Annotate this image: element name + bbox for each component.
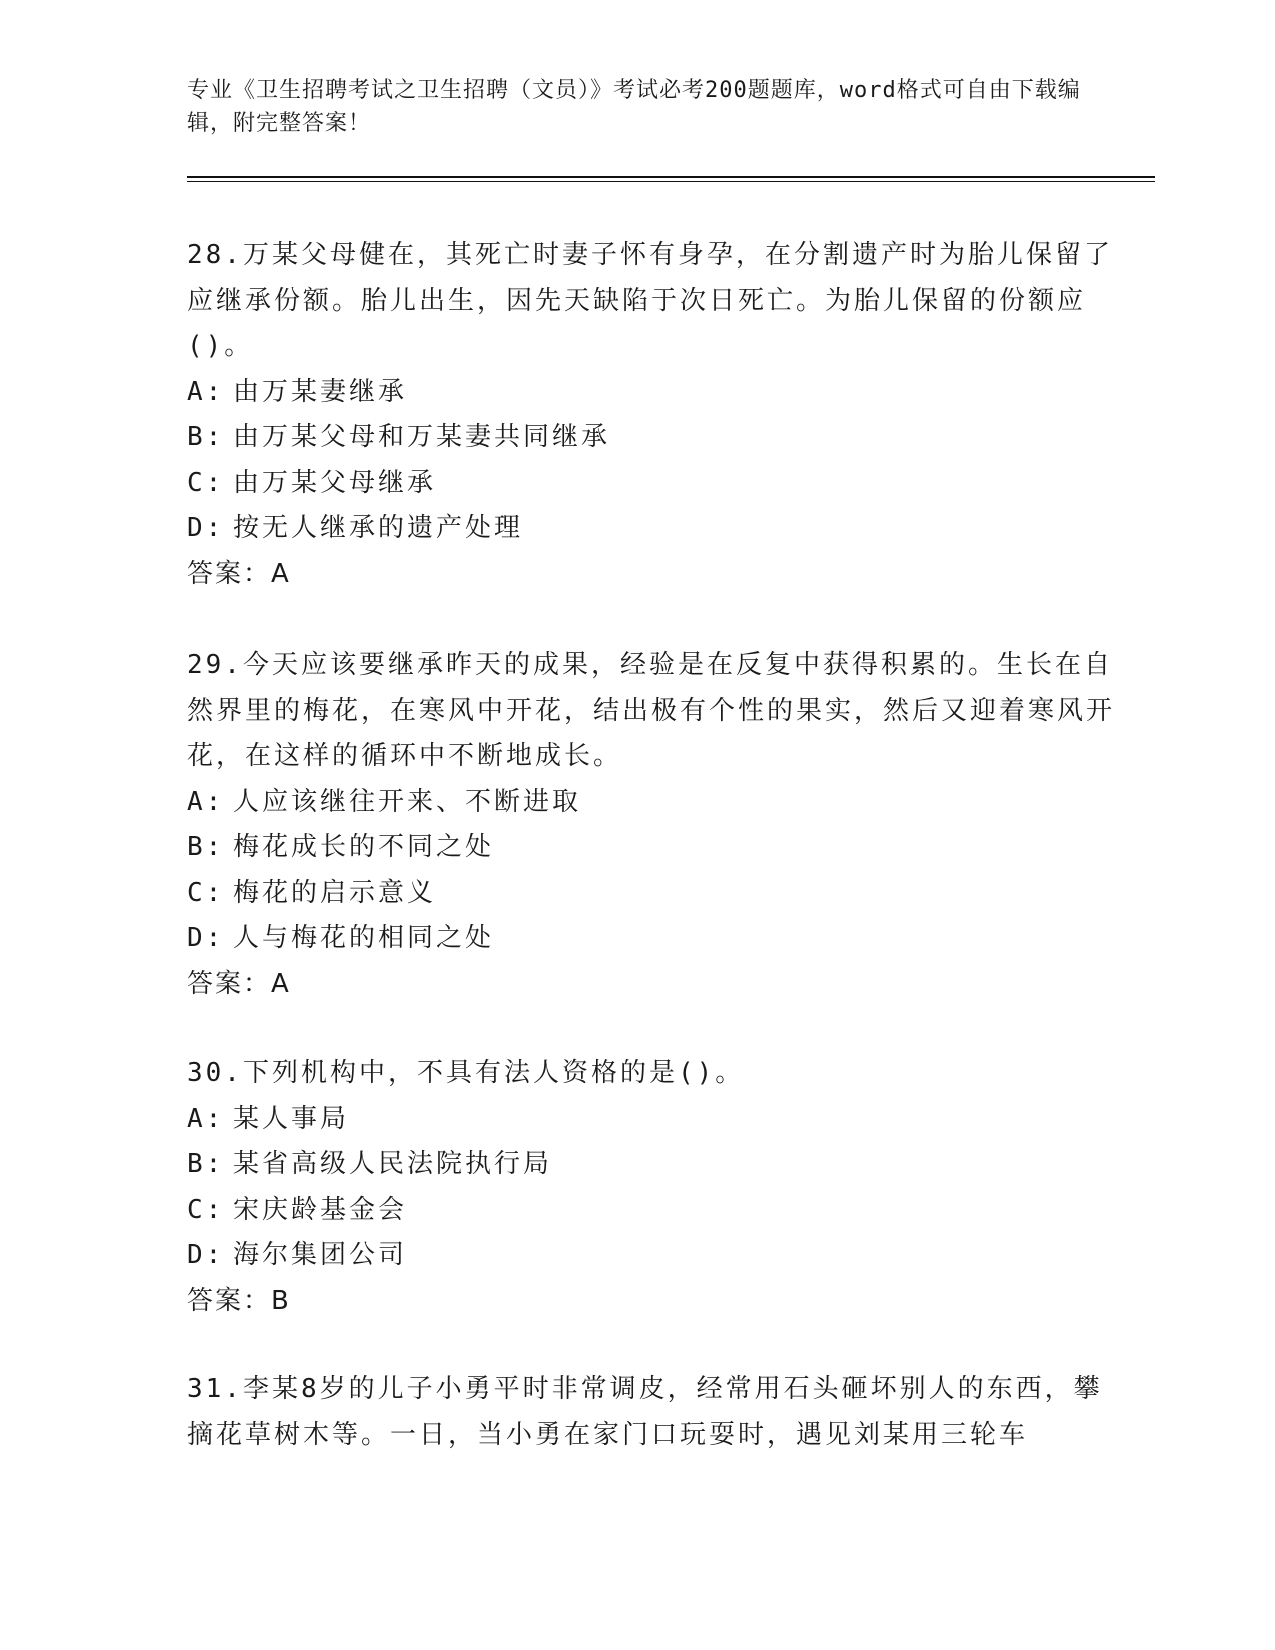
option-text: 人与梅花的相同之处 xyxy=(233,923,495,953)
option-key: D: xyxy=(187,513,225,543)
option-d xyxy=(187,506,1117,552)
option-text: 海尔集团公司 xyxy=(233,1240,408,1270)
question-text: 30.下列机构中，不具有法人资格的是()。 xyxy=(187,1058,745,1088)
option-text: 某人事局 xyxy=(233,1103,350,1134)
question-30 xyxy=(187,1051,1117,1324)
option-text: 由万某父母和万某妻共同继承 xyxy=(233,422,611,452)
answer-label: 答案：A xyxy=(187,968,291,999)
option-text: 宋庆龄基金会 xyxy=(233,1194,408,1225)
option-key: C: xyxy=(187,467,225,498)
option-key: D: xyxy=(187,923,225,953)
option-key: A: xyxy=(187,376,225,407)
header-divider-thin xyxy=(187,181,1155,182)
option-c xyxy=(187,871,1117,917)
header-divider-thick xyxy=(187,176,1155,178)
option-a xyxy=(187,370,1117,416)
option-text: 人应该继往开来、不断进取 xyxy=(233,786,582,817)
option-c xyxy=(187,1188,1117,1234)
option-b xyxy=(187,1142,1117,1188)
question-text: 31.李某8岁的儿子小勇平时非常调皮，经常用石头砸坏别人的东西，攀摘花草树木等。一日，当小勇在家门口玩耍时，遇见刘某用三轮车 xyxy=(187,1374,1103,1450)
answer-label: 答案：A xyxy=(187,558,291,589)
option-text: 由万某父母继承 xyxy=(233,467,437,498)
option-key: D: xyxy=(187,1240,225,1270)
question-29 xyxy=(187,643,1117,1007)
option-c xyxy=(187,461,1117,507)
option-b xyxy=(187,415,1117,461)
question-31 xyxy=(187,1367,1117,1458)
option-key: C: xyxy=(187,877,225,908)
option-text: 梅花的启示意义 xyxy=(233,877,437,908)
document-header xyxy=(187,74,1087,140)
option-a xyxy=(187,780,1117,826)
option-text: 梅花成长的不同之处 xyxy=(233,832,495,862)
option-d xyxy=(187,916,1117,962)
option-text: 由万某妻继承 xyxy=(233,376,408,407)
answer-label: 答案：B xyxy=(187,1285,291,1316)
option-key: C: xyxy=(187,1194,225,1225)
option-key: B: xyxy=(187,422,225,452)
option-key: B: xyxy=(187,1149,225,1179)
question-text: 28.万某父母健在，其死亡时妻子怀有身孕，在分割遗产时为胎儿保留了应继承份额。胎儿出生，因先天缺陷于次日死亡。为胎儿保留的份额应()。 xyxy=(187,240,1113,361)
option-key: A: xyxy=(187,1103,225,1134)
option-text: 某省高级人民法院执行局 xyxy=(233,1149,553,1179)
option-d xyxy=(187,1233,1117,1279)
question-list xyxy=(187,233,1117,1458)
document-title: 专业《卫生招聘考试之卫生招聘（文员）》考试必考200题题库，word格式可自由下载编辑，附完整答案！ xyxy=(187,78,1081,136)
option-a xyxy=(187,1097,1117,1143)
option-text: 按无人继承的遗产处理 xyxy=(233,513,524,543)
question-28 xyxy=(187,233,1117,597)
question-text: 29.今天应该要继承昨天的成果，经验是在反复中获得积累的。生长在自然界里的梅花，在寒风中开花，结出极有个性的果实，然后又迎着寒风开花，在这样的循环中不断地成长。 xyxy=(187,650,1116,771)
option-b xyxy=(187,825,1117,871)
option-key: A: xyxy=(187,786,225,817)
option-key: B: xyxy=(187,832,225,862)
